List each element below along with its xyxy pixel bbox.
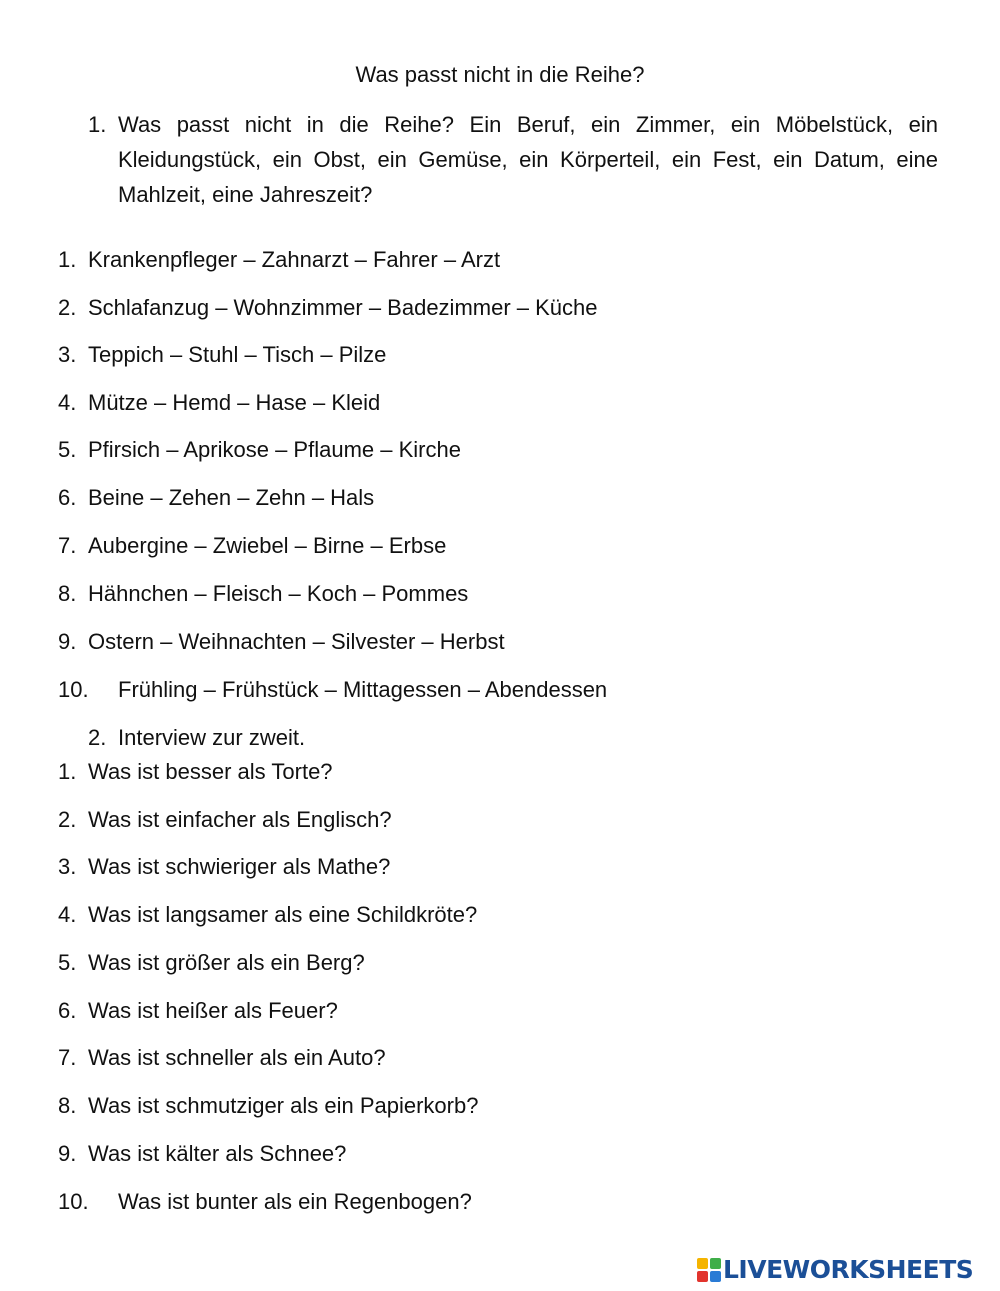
list-item: 9. Was ist kälter als Schnee? <box>58 1141 347 1166</box>
list-item: 7. Was ist schneller als ein Auto? <box>58 1045 386 1070</box>
list-item: 9. Ostern – Weihnachten – Silvester – Herbst <box>58 629 505 654</box>
list-item-text: Was ist schneller als ein Auto? <box>88 1045 386 1070</box>
list-item-text: Pfirsich – Aprikose – Pflaume – Kirche <box>88 437 461 462</box>
list-item-text: Beine – Zehen – Zehn – Hals <box>88 485 375 510</box>
list-item-text: Aubergine – Zwiebel – Birne – Erbse <box>88 533 447 558</box>
list-item: 2. Schlafanzug – Wohnzimmer – Badezimmer – Küche <box>58 295 598 320</box>
liveworksheets-logo <box>697 1254 973 1286</box>
list-item-text: Was ist langsamer als eine Schildkröte? <box>88 902 478 927</box>
list-item: 7. Aubergine – Zwiebel – Birne – Erbse <box>58 533 447 558</box>
task-1-number: 1. <box>88 112 107 137</box>
list-item: 1. Was ist besser als Torte? <box>58 759 333 784</box>
list-item: 3. Teppich – Stuhl – Tisch – Pilze <box>58 342 387 367</box>
list-item-text: Was ist bunter als ein Regenbogen? <box>118 1189 472 1214</box>
task-2-text: Interview zur zweit. <box>118 725 306 750</box>
list-item-text: Hähnchen – Fleisch – Koch – Pommes <box>88 581 469 606</box>
liveworksheets-logo-icon <box>697 1258 721 1282</box>
list-item-text: Ostern – Weihnachten – Silvester – Herbst <box>88 629 505 654</box>
list-item-text: Was ist besser als Torte? <box>88 759 333 784</box>
list-item: 4. Mütze – Hemd – Hase – Kleid <box>58 390 381 415</box>
task-1-text: Was passt nicht in die Reihe? Ein Beruf, ein Zimmer, ein Möbelstück, ein Kleidungstück, ein Obst, ein Gemüse, ein Körperteil, ein Fest, ein Datum, eine Mahlzeit, eine Jahreszeit? <box>118 112 938 207</box>
liveworksheets-brand: LIVEWORKSHEETS <box>723 1255 974 1284</box>
task-1-instruction <box>88 107 938 212</box>
list-item-text: Was ist schmutziger als ein Papierkorb? <box>88 1093 479 1118</box>
list-item: 8. Hähnchen – Fleisch – Koch – Pommes <box>58 581 469 606</box>
list-item: 6. Beine – Zehen – Zehn – Hals <box>58 485 375 510</box>
list-item-text: Teppich – Stuhl – Tisch – Pilze <box>88 342 387 367</box>
list-item: 5. Pfirsich – Aprikose – Pflaume – Kirche <box>58 437 461 462</box>
list-item: 8. Was ist schmutziger als ein Papierkorb? <box>58 1093 479 1118</box>
list-item: 2. Was ist einfacher als Englisch? <box>58 807 392 832</box>
list-item: 3. Was ist schwieriger als Mathe? <box>58 854 391 879</box>
list-item-text: Was ist größer als ein Berg? <box>88 950 365 975</box>
list-item-text: Schlafanzug – Wohnzimmer – Badezimmer – Küche <box>88 295 598 320</box>
list-item-text: Was ist schwieriger als Mathe? <box>88 854 391 879</box>
list-item: 4. Was ist langsamer als eine Schildkröte? <box>58 902 478 927</box>
list-item-text: Was ist heißer als Feuer? <box>88 998 338 1023</box>
list-item: 6. Was ist heißer als Feuer? <box>58 998 338 1023</box>
list-item: 1. Krankenpfleger – Zahnarzt – Fahrer – Arzt <box>58 247 501 272</box>
list-item-text: Frühling – Frühstück – Mittagessen – Abendessen <box>118 677 608 702</box>
task-2-instruction <box>88 723 305 753</box>
list-item-text: Was ist einfacher als Englisch? <box>88 807 392 832</box>
list-item: 5. Was ist größer als ein Berg? <box>58 950 365 975</box>
list-item: 10. Frühling – Frühstück – Mittagessen – Abendessen <box>58 677 608 702</box>
page-title: Was passt nicht in die Reihe? <box>355 62 645 87</box>
list-item-text: Krankenpfleger – Zahnarzt – Fahrer – Arzt <box>88 247 501 272</box>
list-item: 10. Was ist bunter als ein Regenbogen? <box>58 1189 472 1214</box>
list-item-text: Was ist kälter als Schnee? <box>88 1141 347 1166</box>
list-item-text: Mütze – Hemd – Hase – Kleid <box>88 390 381 415</box>
task-2-number: 2. <box>88 725 107 750</box>
